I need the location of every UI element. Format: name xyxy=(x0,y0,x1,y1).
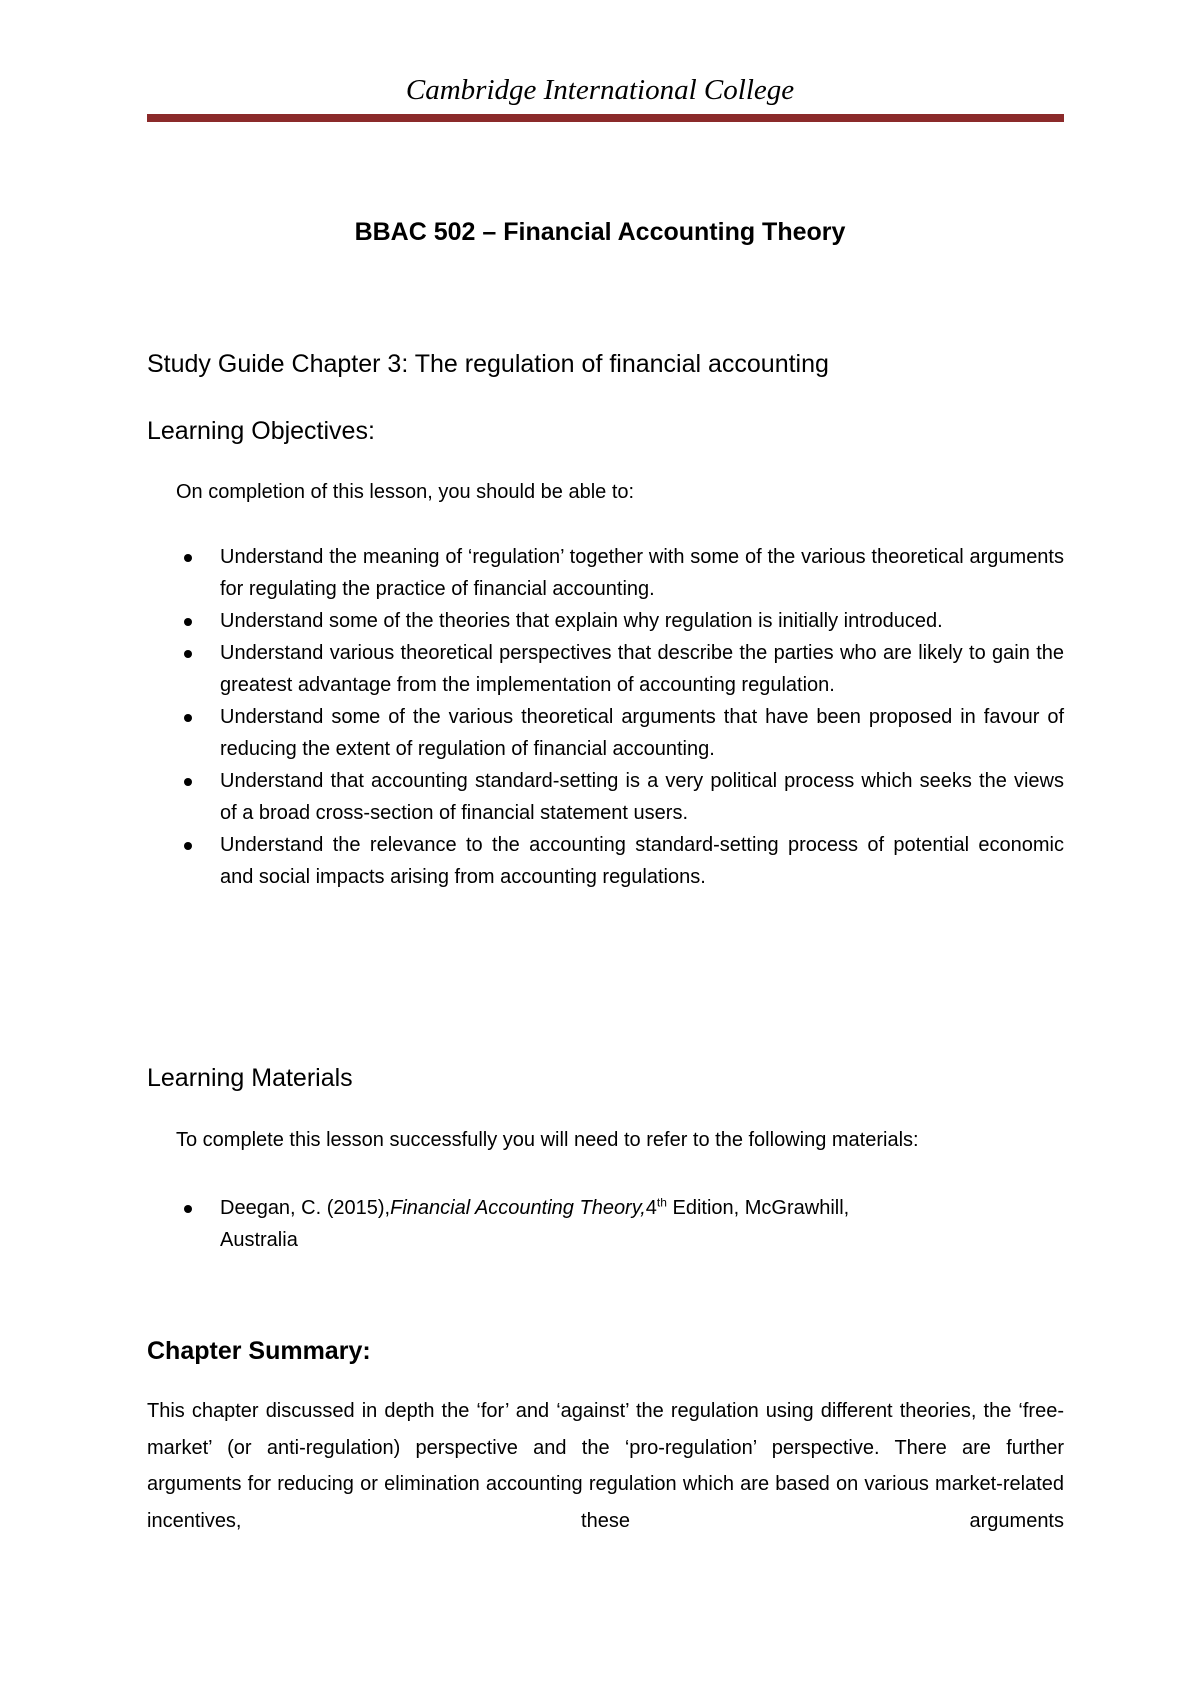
objectives-heading: Learning Objectives: xyxy=(147,417,375,445)
objective-text: Understand that accounting standard-setting is a very political process which seeks the views of a broad cross-section of financial statement users. xyxy=(220,770,1064,824)
chapter-title: Study Guide Chapter 3: The regulation of financial accounting xyxy=(147,350,829,378)
bullet-icon xyxy=(184,778,192,786)
objective-item xyxy=(176,701,1064,765)
college-header: Cambridge International College xyxy=(405,74,795,106)
objectives-list xyxy=(176,541,1064,893)
objective-text: Understand the meaning of ‘regulation’ together with some of the various theoretical arguments for regulating the practice of financial accounting. xyxy=(220,546,1064,600)
reference-item xyxy=(176,1192,1064,1256)
bullet-icon xyxy=(184,842,192,850)
objective-item xyxy=(176,541,1064,605)
reference-publisher: Edition, McGrawhill, xyxy=(666,1197,850,1219)
objectives-intro: On completion of this lesson, you should be able to: xyxy=(176,481,635,503)
materials-list xyxy=(176,1192,1064,1256)
bullet-icon xyxy=(184,1205,192,1213)
objective-text: Understand various theoretical perspectives that describe the parties who are likely to gain the greatest advantage from the implementation of accounting regulation. xyxy=(220,642,1064,696)
bullet-icon xyxy=(184,618,192,626)
objective-text: Understand the relevance to the accounting standard-setting process of potential economic and social impacts arising from accounting regulations. xyxy=(220,834,1064,888)
summary-heading: Chapter Summary: xyxy=(147,1337,371,1365)
objective-text: Understand some of the theories that explain why regulation is initially introduced. xyxy=(220,610,943,632)
objective-item xyxy=(176,829,1064,893)
objective-item xyxy=(176,637,1064,701)
bullet-icon xyxy=(184,650,192,658)
reference-title: Financial Accounting Theory, xyxy=(390,1197,646,1219)
reference-country: Australia xyxy=(220,1229,298,1251)
bullet-icon xyxy=(184,554,192,562)
bullet-icon xyxy=(184,714,192,722)
course-title: BBAC 502 – Financial Accounting Theory xyxy=(354,218,846,246)
header-divider xyxy=(147,114,1064,122)
objective-item xyxy=(176,765,1064,829)
reference-edition-suffix: th xyxy=(656,1195,667,1210)
summary-paragraph: This chapter discussed in depth the ‘for’ and ‘against’ the regulation using different theories, the ‘free-market’ (or anti-regulation) perspective and the ‘pro-regulation’ perspective. There are further arguments for reducing or elimination accounting regulation which are based on various market-related incentives, these arguments xyxy=(147,1400,1064,1532)
reference-author: Deegan, C. (2015), xyxy=(220,1197,391,1219)
objective-item xyxy=(176,605,1064,637)
objective-text: Understand some of the various theoretical arguments that have been proposed in favour of reducing the extent of regulation of financial accounting. xyxy=(220,706,1064,760)
materials-intro: To complete this lesson successfully you will need to refer to the following materials: xyxy=(176,1129,919,1151)
materials-heading: Learning Materials xyxy=(147,1064,353,1092)
reference-edition-number: 4 xyxy=(645,1197,657,1219)
